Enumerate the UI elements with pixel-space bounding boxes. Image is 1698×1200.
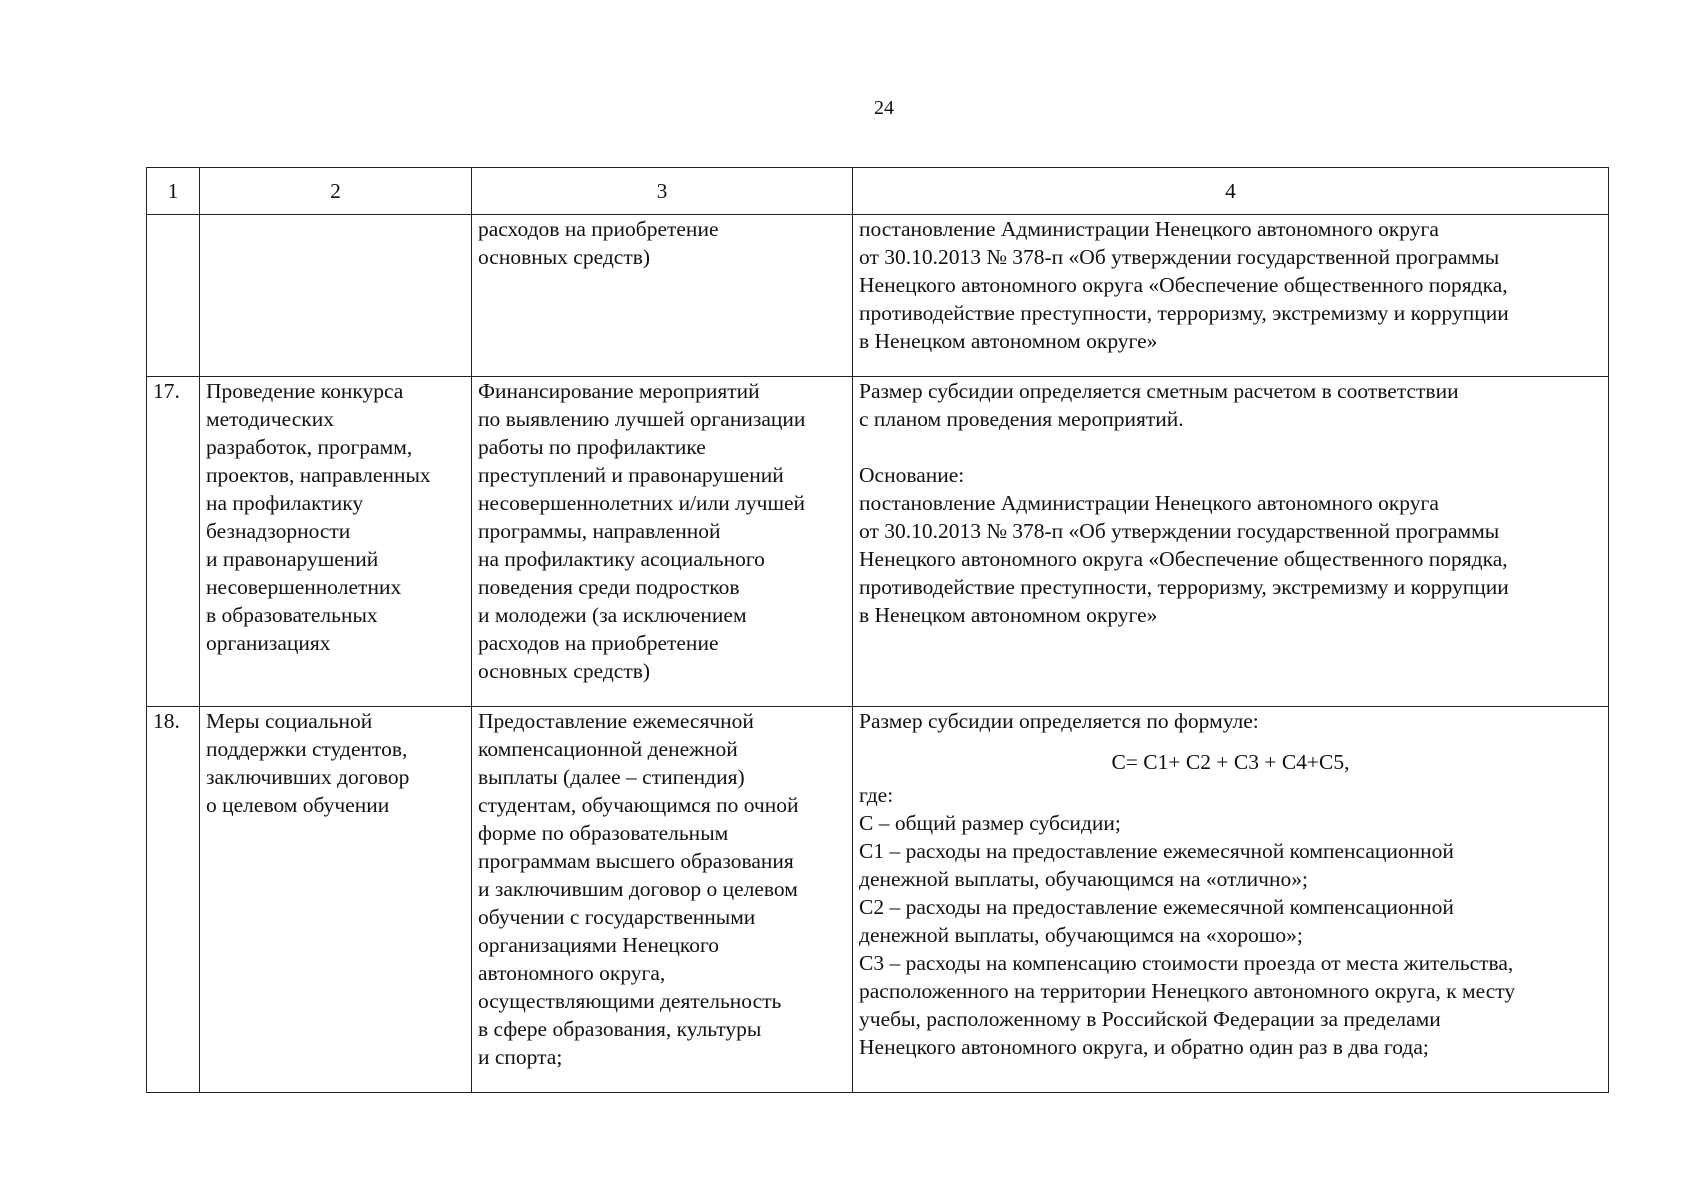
page-number: 24 bbox=[874, 97, 894, 119]
text-line: преступлений и правонарушений bbox=[478, 463, 784, 487]
text-line: противодействие преступности, терроризму, экстремизму и коррупции bbox=[859, 301, 1509, 325]
text-line: и молодежи (за исключением bbox=[478, 603, 747, 627]
header-col-3: 3 bbox=[472, 168, 853, 215]
subsidy-basis-cell bbox=[853, 377, 1609, 707]
text-line: по выявлению лучшей организации bbox=[478, 407, 806, 431]
text-line: форме по образовательным bbox=[478, 821, 729, 845]
text-line: проектов, направленных bbox=[206, 463, 431, 487]
text-line: организациях bbox=[206, 631, 331, 655]
row-number: 18. bbox=[147, 707, 200, 1093]
text-line: и заключившим договор о целевом bbox=[478, 877, 798, 901]
text-line: расположенного на территории Ненецкого автономного округа, к месту bbox=[859, 979, 1516, 1003]
header-row bbox=[147, 168, 1609, 215]
text-line: Основание: bbox=[859, 463, 965, 487]
text-line: организациями Ненецкого bbox=[478, 933, 720, 957]
subsidy-formula: С= С1+ С2 + С3 + С4+С5, bbox=[1111, 750, 1350, 774]
text-line: в образовательных bbox=[206, 603, 378, 627]
text-line: поведения среди подростков bbox=[478, 575, 740, 599]
measure-description-cell bbox=[472, 707, 853, 1093]
text-line: постановление Администрации Ненецкого автономного округа bbox=[859, 217, 1439, 241]
text-line: денежной выплаты, обучающимся на «отлично»; bbox=[859, 867, 1308, 891]
text-line: заключивших договор bbox=[206, 765, 410, 789]
text-line: в Ненецком автономном округе» bbox=[859, 603, 1158, 627]
text-line: работы по профилактике bbox=[478, 435, 706, 459]
text-line: несовершеннолетних bbox=[206, 575, 402, 599]
text-line: безнадзорности bbox=[206, 519, 351, 543]
text-line: в сфере образования, культуры bbox=[478, 1017, 762, 1041]
text-line: на профилактику bbox=[206, 491, 364, 515]
measure-name-cell bbox=[200, 707, 472, 1093]
text-line: Предоставление ежемесячной bbox=[478, 709, 754, 733]
row-number: 17. bbox=[147, 377, 200, 707]
text-line: расходов на приобретение bbox=[478, 217, 719, 241]
text-line: методических bbox=[206, 407, 334, 431]
text-line: от 30.10.2013 № 378-п «Об утверждении государственной программы bbox=[859, 519, 1500, 543]
text-line: на профилактику асоциального bbox=[478, 547, 765, 571]
text-line: осуществляющими деятельность bbox=[478, 989, 782, 1013]
text-line: С1 – расходы на предоставление ежемесячной компенсационной bbox=[859, 839, 1454, 863]
text-line: Проведение конкурса bbox=[206, 379, 404, 403]
text-line: разработок, программ, bbox=[206, 435, 413, 459]
text-line: от 30.10.2013 № 378-п «Об утверждении государственной программы bbox=[859, 245, 1500, 269]
table-row bbox=[147, 215, 1609, 377]
text-line: расходов на приобретение bbox=[478, 631, 719, 655]
text-line: основных средств) bbox=[478, 659, 651, 683]
text-line: Ненецкого автономного округа, и обратно один раз в два года; bbox=[859, 1035, 1429, 1059]
measures-table bbox=[146, 167, 1609, 1093]
text-line: поддержки студентов, bbox=[206, 737, 408, 761]
header-col-1: 1 bbox=[147, 168, 200, 215]
text-line: и правонарушений bbox=[206, 547, 379, 571]
text-line: основных средств) bbox=[478, 245, 651, 269]
header-col-2: 2 bbox=[200, 168, 472, 215]
text-line: компенсационной денежной bbox=[478, 737, 738, 761]
text-line: где: bbox=[859, 783, 894, 807]
text-line: денежной выплаты, обучающимся на «хорошо»; bbox=[859, 923, 1303, 947]
text-line: Размер субсидии определяется по формуле: bbox=[859, 709, 1259, 733]
text-line: Меры социальной bbox=[206, 709, 373, 733]
text-line: студентам, обучающимся по очной bbox=[478, 793, 799, 817]
paragraph-gap bbox=[859, 433, 1602, 461]
text-line: С3 – расходы на компенсацию стоимости проезда от места жительства, bbox=[859, 951, 1514, 975]
text-line: постановление Администрации Ненецкого автономного округа bbox=[859, 491, 1439, 515]
text-line: в Ненецком автономном округе» bbox=[859, 329, 1158, 353]
text-line: автономного округа, bbox=[478, 961, 666, 985]
text-line: выплаты (далее – стипендия) bbox=[478, 765, 745, 789]
subsidy-basis-cell bbox=[853, 707, 1609, 1093]
measure-description-cell bbox=[472, 377, 853, 707]
text-line: обучении с государственными bbox=[478, 905, 756, 929]
text-line: Размер субсидии определяется сметным расчетом в соответствии bbox=[859, 379, 1459, 403]
table-row bbox=[147, 377, 1609, 707]
measure-name-cell bbox=[200, 377, 472, 707]
text-line: Ненецкого автономного округа «Обеспечение общественного порядка, bbox=[859, 273, 1508, 297]
text-line: с планом проведения мероприятий. bbox=[859, 407, 1184, 431]
measure-description-cell bbox=[472, 215, 853, 377]
table-row bbox=[147, 707, 1609, 1093]
text-line: программы, направленной bbox=[478, 519, 721, 543]
text-line: Ненецкого автономного округа «Обеспечение общественного порядка, bbox=[859, 547, 1508, 571]
text-line: противодействие преступности, терроризму, экстремизму и коррупции bbox=[859, 575, 1509, 599]
text-line: учебы, расположенному в Российской Федерации за пределами bbox=[859, 1007, 1441, 1031]
text-line: Финансирование мероприятий bbox=[478, 379, 760, 403]
text-line: программам высшего образования bbox=[478, 849, 794, 873]
text-line: несовершеннолетних и/или лучшей bbox=[478, 491, 806, 515]
row-number bbox=[147, 215, 200, 377]
text-line: С – общий размер субсидии; bbox=[859, 811, 1121, 835]
text-line: о целевом обучении bbox=[206, 793, 390, 817]
measure-name-cell bbox=[200, 215, 472, 377]
text-line: и спорта; bbox=[478, 1045, 563, 1069]
header-col-4: 4 bbox=[853, 168, 1609, 215]
subsidy-basis-cell bbox=[853, 215, 1609, 377]
text-line: С2 – расходы на предоставление ежемесячной компенсационной bbox=[859, 895, 1454, 919]
